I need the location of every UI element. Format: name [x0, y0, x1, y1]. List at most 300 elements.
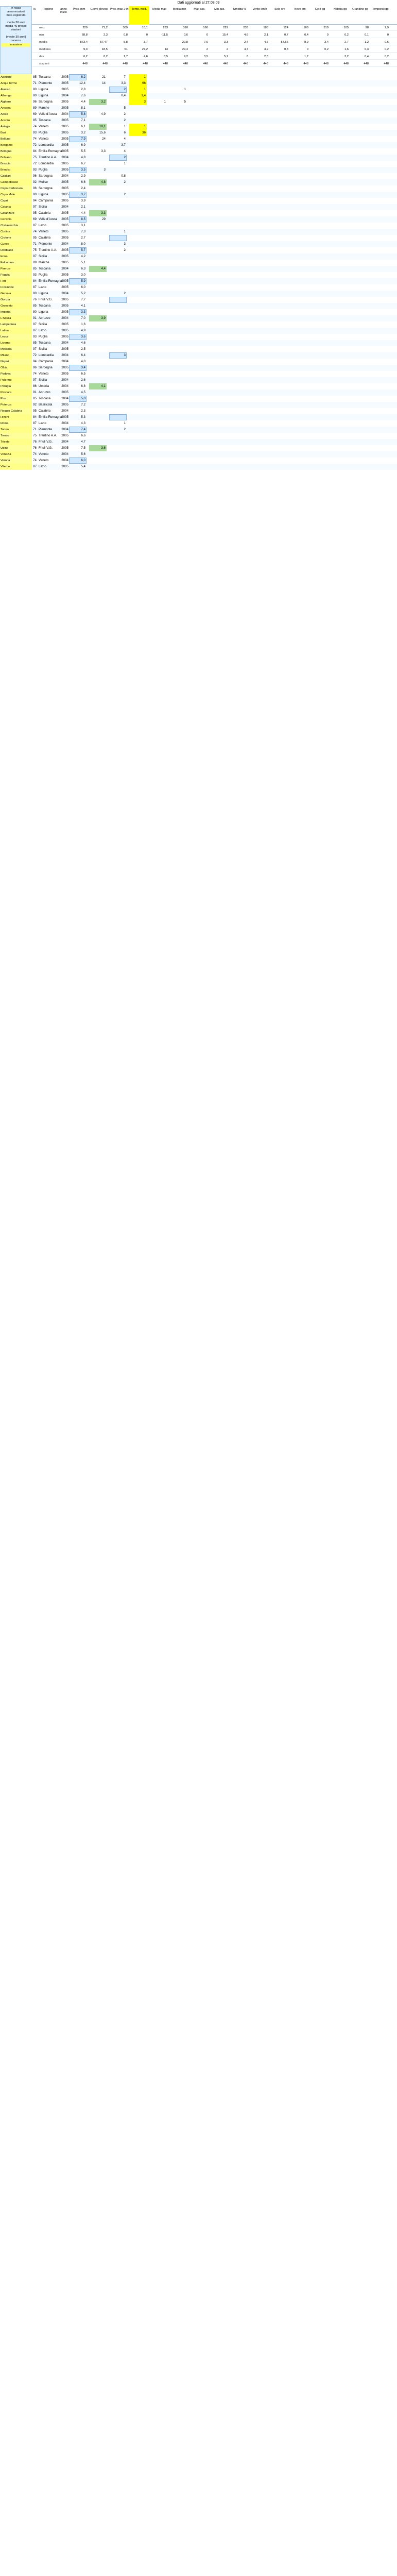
cell-value — [250, 204, 267, 210]
cell-value — [189, 291, 207, 297]
table-row[interactable] — [0, 352, 397, 359]
cell-value — [350, 130, 368, 136]
cell-value — [230, 155, 247, 161]
table-row[interactable] — [0, 464, 397, 470]
station-name-link[interactable]: Civitavecchia — [0, 223, 32, 229]
table-row[interactable] — [0, 253, 397, 260]
stat-value: 68,8 — [81, 33, 88, 37]
stat-value: 2,4 — [244, 41, 248, 44]
table-row[interactable] — [0, 124, 397, 130]
stat-value: 0,2 — [103, 55, 108, 58]
cell-value — [210, 371, 227, 377]
cell-value: 7,2 — [81, 403, 85, 406]
cell-value: 10,1 — [89, 124, 107, 130]
station-name-link[interactable]: Ancona — [0, 105, 32, 111]
table-row[interactable] — [0, 136, 397, 142]
cell-value — [370, 179, 388, 185]
cell-rg: Calabria — [39, 211, 51, 215]
station-name-link[interactable]: Trieste — [0, 439, 32, 445]
cell-value — [210, 185, 227, 192]
cell-value — [290, 229, 307, 235]
cell-nm: 89 — [33, 106, 37, 110]
table-row[interactable] — [0, 278, 397, 284]
station-name-link[interactable]: Lecce — [0, 334, 32, 340]
station-name-link[interactable]: Brescia — [0, 161, 32, 167]
stat-value: 3,2 — [264, 48, 268, 51]
cell-value — [290, 408, 307, 414]
table-row[interactable] — [0, 315, 397, 321]
station-name-link[interactable]: Venezia — [0, 451, 32, 457]
table-row[interactable] — [0, 457, 397, 464]
cell-rg: Trentino A.A. — [39, 434, 57, 437]
cell-value — [330, 229, 348, 235]
cell-value — [370, 334, 388, 340]
cell-value — [370, 93, 388, 99]
cell-value — [169, 198, 187, 204]
table-row[interactable] — [0, 173, 397, 179]
station-name-link[interactable]: Alghero — [0, 99, 32, 105]
cell-value: 3 — [124, 242, 126, 246]
table-row[interactable] — [0, 439, 397, 445]
cell-value — [270, 167, 287, 173]
table-row[interactable] — [0, 297, 397, 303]
station-name-link[interactable]: Crotone — [0, 235, 32, 241]
table-row[interactable] — [0, 260, 397, 266]
table-row[interactable] — [0, 408, 397, 414]
cell-value: 3,1 — [81, 224, 85, 227]
table-row[interactable] — [0, 229, 397, 235]
cell-value — [109, 321, 127, 328]
table-row[interactable] — [0, 223, 397, 229]
cell-value — [210, 272, 227, 278]
cell-value — [109, 346, 127, 352]
table-row[interactable] — [0, 198, 397, 204]
cell-nm: 74 — [33, 125, 37, 128]
cell-value: 6,7 — [81, 162, 85, 165]
cell-value — [350, 74, 368, 80]
cell-value — [169, 303, 187, 309]
stat-value: 18,5 — [101, 48, 108, 51]
cell-value — [290, 260, 307, 266]
cell-value — [189, 433, 207, 439]
station-name-link[interactable]: Dobbiaco — [0, 247, 32, 253]
station-name-link[interactable]: Bologna — [0, 148, 32, 155]
table-row[interactable] — [0, 93, 397, 99]
cell-yr: 2005 — [61, 100, 68, 104]
station-name-link[interactable]: Potenza — [0, 402, 32, 408]
cell-value — [149, 74, 167, 80]
station-name-link[interactable]: Viterbo — [0, 464, 32, 470]
table-row[interactable] — [0, 210, 397, 216]
station-name-link[interactable]: Torino — [0, 427, 32, 433]
cell-value — [330, 328, 348, 334]
table-row[interactable] — [0, 451, 397, 457]
table-row[interactable] — [0, 359, 397, 365]
table-row[interactable] — [0, 445, 397, 451]
cell-value: 6,6 — [81, 434, 85, 437]
cell-value: 4,9 — [101, 112, 106, 116]
cell-value — [250, 179, 267, 185]
cell-value — [350, 321, 368, 328]
cell-value — [189, 223, 207, 229]
station-name-link[interactable]: Bergamo — [0, 142, 32, 148]
station-name-link[interactable]: Pescara — [0, 389, 32, 396]
station-name-link[interactable]: Palermo — [0, 377, 32, 383]
cell-nm: 72 — [33, 143, 37, 147]
station-name-link[interactable]: L'Aquila — [0, 315, 32, 321]
table-row[interactable] — [0, 192, 397, 198]
cell-value — [290, 272, 307, 278]
cell-value — [270, 396, 287, 402]
cell-value — [129, 315, 147, 321]
table-row[interactable] — [0, 371, 397, 377]
table-row[interactable] — [0, 420, 397, 427]
cell-value — [169, 130, 187, 136]
table-row[interactable] — [0, 291, 397, 297]
table-row[interactable] — [0, 204, 397, 210]
station-name-link[interactable]: Genova — [0, 291, 32, 297]
table-row[interactable] — [0, 155, 397, 161]
table-row[interactable] — [0, 340, 397, 346]
station-name-link[interactable]: Belluno — [0, 136, 32, 142]
cell-value — [210, 204, 227, 210]
cell-value: 1 — [129, 74, 147, 80]
station-name-link[interactable]: Enna — [0, 253, 32, 260]
cell-value — [290, 371, 307, 377]
cell-value: 8,1 — [81, 106, 85, 110]
table-row[interactable] — [0, 179, 397, 185]
cell-value — [230, 142, 247, 148]
cell-value — [250, 99, 267, 105]
cell-value — [169, 278, 187, 284]
cell-value — [310, 210, 327, 216]
cell-value: 3,2 — [81, 131, 85, 134]
station-name-link[interactable]: Imperia — [0, 309, 32, 315]
station-name-link[interactable]: Pisa — [0, 396, 32, 402]
cell-value: 2 — [124, 248, 126, 252]
station-name-link[interactable]: Perugia — [0, 383, 32, 389]
table-row[interactable] — [0, 74, 397, 80]
cell-value — [330, 74, 348, 80]
cell-value — [169, 74, 187, 80]
table-row[interactable] — [0, 383, 397, 389]
cell-value — [149, 105, 167, 111]
cell-value — [230, 223, 247, 229]
table-row[interactable] — [0, 105, 397, 111]
cell-value — [89, 105, 107, 111]
cell-value — [230, 260, 247, 266]
table-row[interactable] — [0, 396, 397, 402]
station-name-link[interactable]: Latina — [0, 328, 32, 334]
cell-rg: Piemonte — [39, 242, 53, 246]
cell-value — [250, 117, 267, 124]
cell-value — [189, 235, 207, 241]
cell-value — [189, 161, 207, 167]
cell-value — [370, 371, 388, 377]
cell-value — [210, 130, 227, 136]
cell-rg: Sicilia — [39, 378, 47, 382]
station-name-link[interactable]: Capo Carbonara — [0, 185, 32, 192]
cell-yr: 2005 — [61, 131, 68, 134]
cell-value — [250, 247, 267, 253]
stat-value: 3,4 — [324, 41, 329, 44]
cell-value — [89, 278, 107, 284]
cell-value — [230, 297, 247, 303]
station-name-link[interactable]: Cagliari — [0, 173, 32, 179]
table-row[interactable] — [0, 111, 397, 117]
cell-yr: 2005 — [61, 403, 68, 406]
table-row[interactable] — [0, 247, 397, 253]
station-name-link[interactable]: Foggia — [0, 272, 32, 278]
cell-value — [330, 198, 348, 204]
table-row[interactable] — [0, 346, 397, 352]
stat-value: 0 — [306, 48, 308, 51]
cell-value — [169, 142, 187, 148]
cell-value — [169, 161, 187, 167]
table-row[interactable] — [0, 433, 397, 439]
cell-value — [149, 433, 167, 439]
cell-value: 4,0 — [81, 360, 85, 363]
table-row[interactable] — [0, 365, 397, 371]
cell-value — [270, 105, 287, 111]
cell-value — [230, 284, 247, 291]
cell-value — [290, 291, 307, 297]
cell-yr: 2005 — [61, 335, 68, 338]
cell-value — [250, 303, 267, 309]
cell-value — [250, 124, 267, 130]
table-row[interactable] — [0, 117, 397, 124]
cell-value — [189, 173, 207, 179]
cell-value — [230, 420, 247, 427]
table-row[interactable] — [0, 148, 397, 155]
station-name-link[interactable]: Capri — [0, 198, 32, 204]
station-name-link[interactable]: Verona — [0, 457, 32, 464]
cell-value — [129, 161, 147, 167]
cell-value — [169, 402, 187, 408]
cell-value — [250, 198, 267, 204]
station-name-link[interactable]: Bolzano — [0, 155, 32, 161]
cell-value — [290, 278, 307, 284]
cell-value — [350, 334, 368, 340]
cell-value — [330, 210, 348, 216]
cell-value — [189, 352, 207, 359]
table-row[interactable] — [0, 80, 397, 87]
table-row[interactable] — [0, 284, 397, 291]
cell-rg: Friuli V.G. — [39, 298, 53, 301]
station-name-link[interactable]: Alassio — [0, 87, 32, 93]
cell-value — [129, 439, 147, 445]
cell-value — [310, 297, 327, 303]
station-name-link[interactable]: Acqui Terme — [0, 80, 32, 87]
station-name-link[interactable]: Reggio Calabria — [0, 408, 32, 414]
cell-value: 5,9 — [69, 278, 87, 284]
table-row[interactable] — [0, 241, 397, 247]
cell-nm: 87 — [33, 329, 37, 332]
table-row[interactable] — [0, 266, 397, 272]
cell-yr: 2004 — [61, 384, 68, 388]
cell-value — [129, 173, 147, 179]
station-name-link[interactable]: Catanzaro — [0, 210, 32, 216]
cell-value — [169, 427, 187, 433]
cell-value — [310, 278, 327, 284]
cell-value — [210, 99, 227, 105]
station-name-link[interactable]: Arezzo — [0, 117, 32, 124]
cell-value — [290, 204, 307, 210]
station-name-link[interactable]: Lampedusa — [0, 321, 32, 328]
stat-value: 448 — [223, 62, 228, 65]
table-row[interactable] — [0, 216, 397, 223]
stat-value: 0 — [326, 33, 329, 37]
station-name-link[interactable]: Messina — [0, 346, 32, 352]
station-name-link[interactable]: Albenga — [0, 93, 32, 99]
cell-value — [250, 229, 267, 235]
table-row[interactable] — [0, 130, 397, 136]
cell-value — [350, 87, 368, 93]
table-row[interactable] — [0, 427, 397, 433]
table-row[interactable] — [0, 235, 397, 241]
cell-value — [370, 229, 388, 235]
cell-value — [330, 321, 348, 328]
cell-value — [89, 204, 107, 210]
cell-value — [189, 303, 207, 309]
cell-value — [109, 396, 127, 402]
cell-value — [149, 216, 167, 223]
cell-value — [290, 148, 307, 155]
cell-rg: Basilicata — [39, 403, 53, 406]
station-name-link[interactable]: Abetone — [0, 74, 32, 80]
table-row[interactable] — [0, 328, 397, 334]
cell-value — [210, 210, 227, 216]
table-row[interactable] — [0, 377, 397, 383]
stat-value: 1,6 — [344, 48, 349, 51]
cell-value: 3,6 — [89, 445, 107, 451]
station-name-link[interactable]: Grosseto — [0, 303, 32, 309]
cell-value — [189, 111, 207, 117]
table-row[interactable] — [0, 309, 397, 315]
cell-value — [230, 136, 247, 142]
cell-value — [149, 179, 167, 185]
cell-value — [350, 266, 368, 272]
station-name-link[interactable]: Gorizia — [0, 297, 32, 303]
cell-value — [89, 365, 107, 371]
cell-rg: Toscana — [39, 341, 51, 345]
station-name-link[interactable]: Roma — [0, 420, 32, 427]
table-row[interactable] — [0, 167, 397, 173]
cell-value — [330, 142, 348, 148]
station-name-link[interactable]: Rimini — [0, 414, 32, 420]
cell-yr: 2005 — [61, 434, 68, 437]
station-name-link[interactable]: Firenze — [0, 266, 32, 272]
cell-yr: 2004 — [61, 378, 68, 382]
table-row[interactable] — [0, 303, 397, 309]
stat-value: 2,7 — [344, 41, 349, 44]
station-name-link[interactable]: Olbia — [0, 365, 32, 371]
station-name-link[interactable]: Asiago — [0, 124, 32, 130]
station-name-link[interactable]: Catania — [0, 204, 32, 210]
cell-value — [210, 402, 227, 408]
cell-value — [270, 241, 287, 247]
table-row[interactable] — [0, 414, 397, 420]
cell-value: 5,7 — [69, 247, 87, 253]
station-name-link[interactable]: Cuneo — [0, 241, 32, 247]
table-row[interactable] — [0, 321, 397, 328]
cell-value — [169, 272, 187, 278]
cell-value — [189, 266, 207, 272]
cell-value — [129, 105, 147, 111]
cell-value — [149, 111, 167, 117]
cell-yr: 2005 — [61, 323, 68, 326]
station-name-link[interactable]: Udine — [0, 445, 32, 451]
stat-value: 229 — [82, 26, 88, 29]
cell-yr: 2004 — [61, 205, 68, 209]
cell-value — [149, 359, 167, 365]
station-name-link[interactable]: Frosinone — [0, 284, 32, 291]
cell-value — [270, 334, 287, 340]
table-row[interactable] — [0, 185, 397, 192]
cell-value — [109, 414, 127, 420]
table-row[interactable] — [0, 142, 397, 148]
cell-value — [129, 427, 147, 433]
cell-value — [230, 396, 247, 402]
stat-value: 448 — [303, 62, 308, 65]
cell-value — [129, 377, 147, 383]
table-row[interactable] — [0, 334, 397, 340]
cell-value — [210, 451, 227, 457]
cell-value — [189, 99, 207, 105]
cell-value — [290, 359, 307, 365]
cell-value — [250, 241, 267, 247]
station-name-link[interactable]: Padova — [0, 371, 32, 377]
cell-value — [189, 340, 207, 346]
table-row[interactable] — [0, 99, 397, 105]
cell-value — [250, 328, 267, 334]
station-name-link[interactable]: Falconara — [0, 260, 32, 266]
cell-value — [290, 420, 307, 427]
cell-value: 2 — [124, 112, 126, 116]
table-row[interactable] — [0, 87, 397, 93]
cell-value — [370, 192, 388, 198]
station-name-link[interactable]: Cervinia — [0, 216, 32, 223]
station-name-link[interactable]: Trento — [0, 433, 32, 439]
column-header-c11: Sole ore — [274, 8, 285, 11]
table-row[interactable] — [0, 161, 397, 167]
cell-value — [270, 451, 287, 457]
stat-value: 1,7 — [304, 55, 308, 58]
table-row[interactable] — [0, 402, 397, 408]
cell-value — [270, 185, 287, 192]
station-name-link[interactable]: Aosta — [0, 111, 32, 117]
station-name-link[interactable]: Milano — [0, 352, 32, 359]
station-name-link[interactable]: Napoli — [0, 359, 32, 365]
station-name-link[interactable]: Campobasso — [0, 179, 32, 185]
table-row[interactable] — [0, 272, 397, 278]
cell-nm: 96 — [33, 100, 37, 104]
cell-value — [370, 117, 388, 124]
cell-value — [129, 278, 147, 284]
station-name-link[interactable]: Livorno — [0, 340, 32, 346]
station-name-link[interactable]: Cortina — [0, 229, 32, 235]
cell-value — [310, 408, 327, 414]
station-name-link[interactable]: Brindisi — [0, 167, 32, 173]
station-name-link[interactable]: Capo Mele — [0, 192, 32, 198]
cell-value — [330, 396, 348, 402]
station-name-link[interactable]: Bari — [0, 130, 32, 136]
table-row[interactable] — [0, 389, 397, 396]
cell-value — [230, 173, 247, 179]
cell-value — [330, 223, 348, 229]
cell-value — [350, 402, 368, 408]
station-name-link[interactable]: Forli — [0, 278, 32, 284]
